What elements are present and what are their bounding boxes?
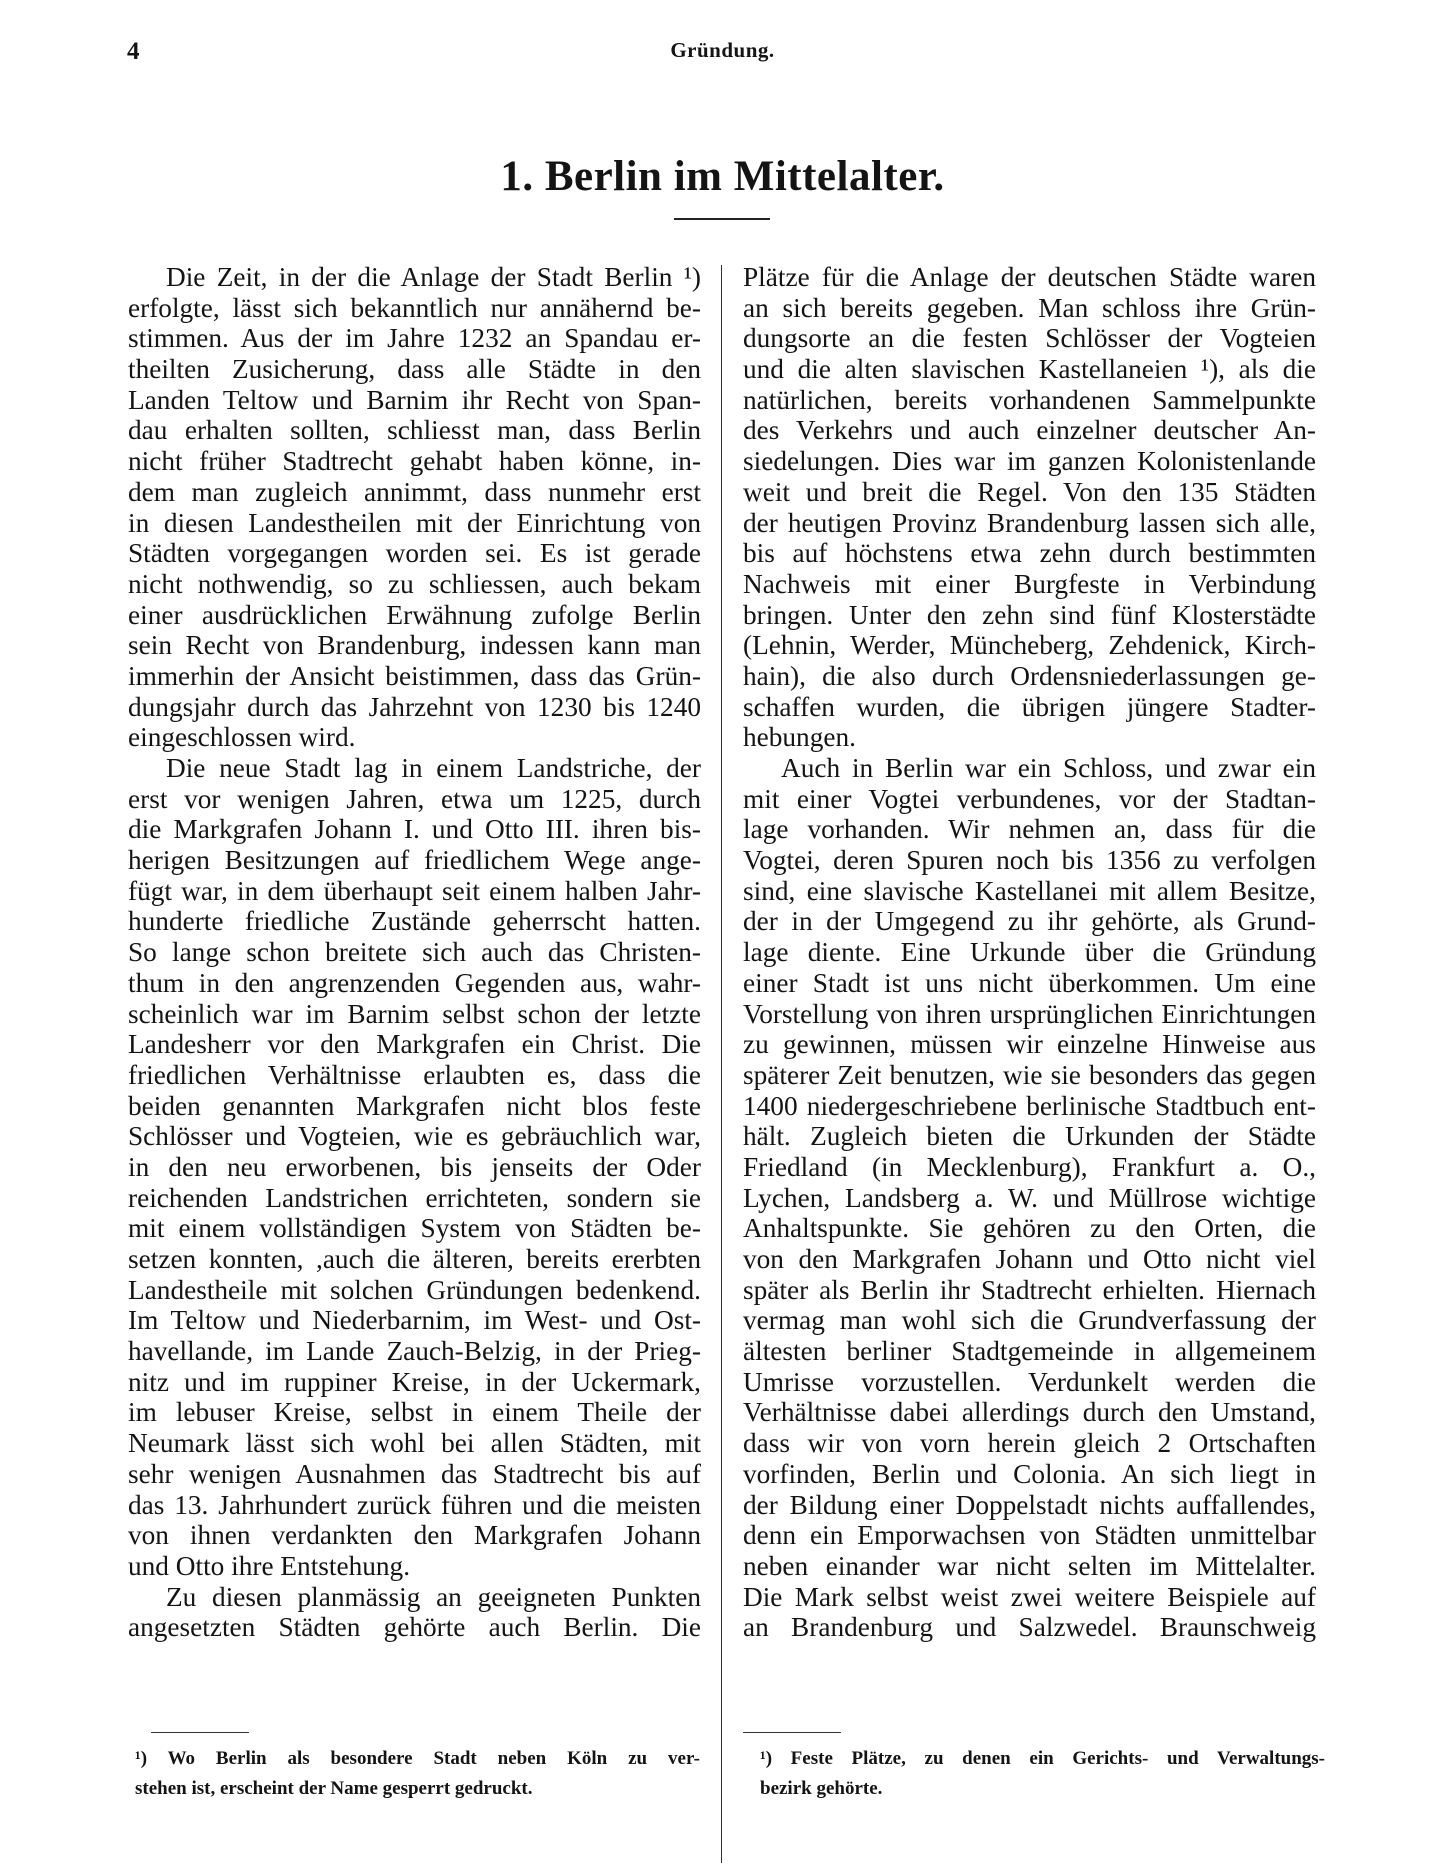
text-line: So lange schon breitete sich auch das Christen- <box>128 937 701 968</box>
text-line: Vogtei, deren Spuren noch bis 1356 zu verfolgen <box>743 845 1316 876</box>
text-line: siedelungen. Dies war im ganzen Kolonistenlande <box>743 446 1316 477</box>
text-line: nicht früher Stadtrecht gehabt haben könne, in- <box>128 446 701 477</box>
text-line: Anhaltspunkte. Sie gehören zu den Orten, die <box>743 1213 1316 1244</box>
paragraph <box>128 262 701 753</box>
text-line: die Markgrafen Johann I. und Otto III. ihren bis- <box>128 814 701 845</box>
text-line: erst vor wenigen Jahren, etwa um 1225, durch <box>128 783 701 814</box>
text-line: in diesen Landestheilen mit der Einrichtung von <box>128 507 701 538</box>
text-line: sind, eine slavische Kastellanei mit allem Besitze, <box>743 875 1316 906</box>
footnote-rule-left <box>151 1732 249 1733</box>
text-line: Landesherr vor den Markgrafen ein Christ. Die <box>128 1029 701 1060</box>
text-line: dem man zugleich annimmt, dass nunmehr erst <box>128 476 701 507</box>
running-head: Gründung. <box>670 38 775 62</box>
footnote-line: ¹) Feste Plätze, zu denen ein Gerichts- und Verwaltungs- <box>760 1748 1325 1769</box>
text-line: Landestheile mit solchen Gründungen bedenkend. <box>128 1274 701 1305</box>
text-line: Die neue Stadt lag in einem Landstriche, der <box>166 753 701 783</box>
text-line: mit einer Vogtei verbundenes, vor der Stadtan- <box>743 783 1316 814</box>
text-line: scheinlich war im Barnim selbst schon der letzte <box>128 998 701 1029</box>
footnote-right <box>760 1744 1325 1804</box>
text-line: dungsorte an die festen Schlösser der Vogteien <box>743 323 1316 354</box>
text-line: Schlösser und Vogteien, wie es gebräuchlich war, <box>128 1121 701 1152</box>
text-line: lage vorhanden. Wir nehmen an, dass für die <box>743 814 1316 845</box>
chapter-title: 1. Berlin im Mittelalter. <box>500 153 945 200</box>
text-line: im lebuser Kreise, selbst in einem Theile der <box>128 1397 701 1428</box>
text-line: nitz und im ruppiner Kreise, in der Uckermark, <box>128 1366 701 1397</box>
text-line: bis auf höchstens etwa zehn durch bestimmten <box>743 538 1316 569</box>
text-line: der Bildung einer Doppelstadt nichts auffallendes, <box>743 1489 1316 1520</box>
text-line: theilten Zusicherung, dass alle Städte in den <box>128 354 701 385</box>
text-line: Nachweis mit einer Burgfeste in Verbindung <box>743 568 1316 599</box>
page-number: 4 <box>127 38 140 65</box>
text-line: lage diente. Eine Urkunde über die Gründung <box>743 937 1316 968</box>
text-line: mit einem vollständigen System von Städten be- <box>128 1213 701 1244</box>
text-line: hunderte friedliche Zustände geherrscht hatten. <box>128 906 701 937</box>
text-line: Vorstellung von ihren ursprünglichen Einrichtungen <box>743 998 1316 1029</box>
text-line: neben einander war nicht selten im Mittelalter. <box>743 1550 1316 1581</box>
text-line: reichenden Landstrichen errichteten, sondern sie <box>128 1182 701 1213</box>
text-line: herigen Besitzungen auf friedlichem Wege ange- <box>128 845 701 876</box>
text-line: und Otto ihre Entstehung. <box>128 1550 411 1581</box>
text-line: Umrisse vorzustellen. Verdunkelt werden die <box>743 1366 1316 1397</box>
right-column <box>743 262 1316 1643</box>
text-line: des Verkehrs und auch einzelner deutscher An- <box>743 415 1316 446</box>
text-line: Die Mark selbst weist zwei weitere Beispiele auf <box>743 1581 1316 1612</box>
text-line: friedlichen Verhältnisse erlaubten es, dass die <box>128 1059 701 1090</box>
text-line: sehr wenigen Ausnahmen das Stadtrecht bis auf <box>128 1458 701 1489</box>
footnote-left <box>135 1744 700 1804</box>
text-line: thum in den angrenzenden Gegenden aus, wahr- <box>128 967 701 998</box>
text-line: einer ausdrücklichen Erwähnung zufolge Berlin <box>128 599 701 630</box>
text-line: einer Stadt ist uns nicht überkommen. Um eine <box>743 967 1316 998</box>
text-line: vorfinden, Berlin und Colonia. An sich liegt in <box>743 1458 1316 1489</box>
text-line: das 13. Jahrhundert zurück führen und die meisten <box>128 1489 701 1520</box>
text-line: hebungen. <box>743 722 856 753</box>
text-line: denn ein Emporwachsen von Städten unmittelbar <box>743 1520 1316 1551</box>
footnote-line: stehen ist, erscheint der Name gesperrt gedruckt. <box>135 1778 533 1799</box>
text-line: später als Berlin ihr Stadtrecht erhielten. Hiernach <box>743 1274 1316 1305</box>
text-line: angesetzten Städten gehörte auch Berlin. Die <box>128 1612 701 1643</box>
text-line: immerhin der Ansicht beistimmen, dass das Grün- <box>128 660 701 691</box>
text-line: eingeschlossen wird. <box>128 722 356 753</box>
text-line: späterer Zeit benutzen, wie sie besonders das gegen <box>743 1059 1316 1090</box>
text-line: Städten vorgegangen worden sei. Es ist gerade <box>128 538 701 569</box>
text-line: beiden genannten Markgrafen nicht blos feste <box>128 1090 701 1121</box>
column-divider <box>721 265 722 1863</box>
text-line: Auch in Berlin war ein Schloss, und zwar ein <box>781 753 1316 783</box>
text-line: Landen Teltow und Barnim ihr Recht von Span- <box>128 384 701 415</box>
left-column <box>128 262 701 1643</box>
text-line: in den neu erworbenen, bis jenseits der Oder <box>128 1151 701 1182</box>
text-line: nicht nothwendig, so zu schliessen, auch bekam <box>128 568 701 599</box>
text-line: Zu diesen planmässig an geeigneten Punkten <box>166 1581 701 1612</box>
paragraph <box>743 262 1316 753</box>
text-line: vermag man wohl sich die Grundverfassung der <box>743 1305 1316 1336</box>
text-line: Verhältnisse dabei allerdings durch den Umstand, <box>743 1397 1316 1428</box>
text-line: der heutigen Provinz Brandenburg lassen sich alle, <box>743 507 1316 538</box>
footnote-rule-right <box>743 1732 841 1733</box>
footnote-line: bezirk gehörte. <box>760 1778 883 1799</box>
text-line: weit und breit die Regel. Von den 135 Städten <box>743 476 1316 507</box>
text-line: und die alten slavischen Kastellaneien ¹), als die <box>743 354 1316 385</box>
text-line: an sich bereits gegeben. Man schloss ihre Grün- <box>743 292 1316 323</box>
text-line: setzen konnten, ,auch die älteren, bereits ererbten <box>128 1244 701 1274</box>
text-line: von ihnen verdankten den Markgrafen Johann <box>128 1520 701 1551</box>
text-line: Die Zeit, in der die Anlage der Stadt Berlin ¹) <box>166 262 701 292</box>
text-line: bringen. Unter den zehn sind fünf Klosterstädte <box>743 599 1316 630</box>
text-line: von den Markgrafen Johann und Otto nicht viel <box>743 1244 1316 1274</box>
text-line: zu gewinnen, müssen wir einzelne Hinweise aus <box>743 1029 1316 1060</box>
paragraph <box>128 753 701 1582</box>
text-line: fügt war, in dem überhaupt seit einem halben Jahr- <box>128 875 701 906</box>
text-line: erfolgte, lässt sich bekanntlich nur annähernd be- <box>128 292 701 323</box>
text-line: an Brandenburg und Salzwedel. Braunschweig <box>743 1612 1316 1643</box>
text-line: stimmen. Aus der im Jahre 1232 an Spandau er- <box>128 323 701 354</box>
text-line: Lychen, Landsberg a. W. und Müllrose wichtige <box>743 1182 1316 1213</box>
text-line: (Lehnin, Werder, Müncheberg, Zehdenick, Kirch- <box>743 630 1316 661</box>
text-line: ältesten berliner Stadtgemeinde in allgemeinem <box>743 1336 1316 1367</box>
text-line: Im Teltow und Niederbarnim, im West- und Ost- <box>128 1305 701 1336</box>
text-line: natürlichen, bereits vorhandenen Sammelpunkte <box>743 384 1316 415</box>
text-line: Plätze für die Anlage der deutschen Städte waren <box>743 262 1316 292</box>
text-line: schaffen wurden, die übrigen jüngere Stadter- <box>743 691 1316 722</box>
text-line: hain), die also durch Ordensniederlassungen ge- <box>743 660 1316 691</box>
text-line: hält. Zugleich bieten die Urkunden der Städte <box>743 1121 1316 1152</box>
text-line: der in der Umgegend zu ihr gehörte, als Grund- <box>743 906 1316 937</box>
title-rule <box>674 218 770 220</box>
paragraph <box>128 1582 701 1643</box>
text-line: dungsjahr durch das Jahrzehnt von 1230 bis 1240 <box>128 691 701 722</box>
text-line: 1400 niedergeschriebene berlinische Stadtbuch ent- <box>743 1090 1316 1121</box>
text-line: dau erhalten sollten, schliesst man, dass Berlin <box>128 415 701 446</box>
text-line: Neumark lässt sich wohl bei allen Städten, mit <box>128 1428 701 1459</box>
paragraph <box>743 753 1316 1643</box>
text-line: Friedland (in Mecklenburg), Frankfurt a. O., <box>743 1151 1316 1182</box>
text-line: havellande, im Lande Zauch-Belzig, in der Prieg- <box>128 1336 701 1367</box>
footnote-line: ¹) Wo Berlin als besondere Stadt neben Köln zu ver- <box>135 1748 700 1769</box>
text-line: dass wir von vorn herein gleich 2 Ortschaften <box>743 1428 1316 1459</box>
text-line: sein Recht von Brandenburg, indessen kann man <box>128 630 701 661</box>
